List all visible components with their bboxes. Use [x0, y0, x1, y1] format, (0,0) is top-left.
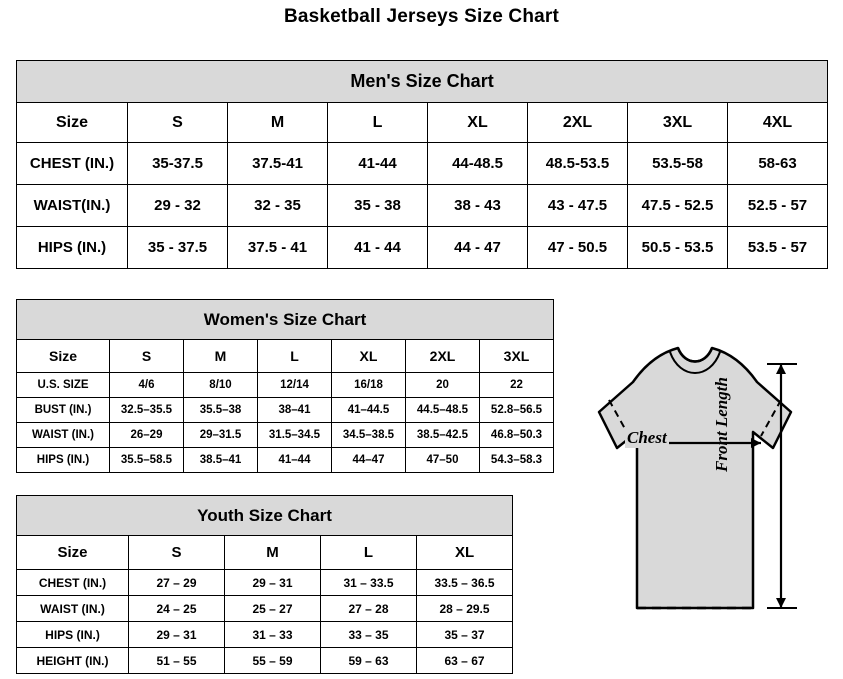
cell: 43 - 47.5: [528, 185, 628, 227]
row-label: BUST (IN.): [17, 398, 110, 423]
womens-col-2xl: 2XL: [406, 340, 480, 373]
cell: 38–41: [258, 398, 332, 423]
table-row: [17, 622, 513, 648]
table-row: [17, 373, 554, 398]
row-label: HIPS (IN.): [17, 448, 110, 473]
cell: 25 – 27: [225, 596, 321, 622]
mens-col-3xl: 3XL: [628, 103, 728, 143]
cell: 4/6: [110, 373, 184, 398]
cell: 33 – 35: [321, 622, 417, 648]
cell: 29 - 32: [128, 185, 228, 227]
table-row: [17, 423, 554, 448]
cell: 54.3–58.3: [480, 448, 554, 473]
cell: 44 - 47: [428, 227, 528, 269]
cell: 58-63: [728, 143, 828, 185]
mens-chart-band: Men's Size Chart: [17, 61, 828, 103]
womens-col-l: L: [258, 340, 332, 373]
cell: 50.5 - 53.5: [628, 227, 728, 269]
cell: 22: [480, 373, 554, 398]
cell: 48.5-53.5: [528, 143, 628, 185]
youth-col-l: L: [321, 536, 417, 570]
cell: 26–29: [110, 423, 184, 448]
front-length-arrow-top: [776, 364, 786, 374]
row-label: CHEST (IN.): [17, 143, 128, 185]
cell: 63 – 67: [417, 648, 513, 674]
cell: 33.5 – 36.5: [417, 570, 513, 596]
cell: 29 – 31: [225, 570, 321, 596]
jersey-illustration-svg: [545, 340, 835, 670]
cell: 52.5 - 57: [728, 185, 828, 227]
cell: 41 - 44: [328, 227, 428, 269]
cell: 55 – 59: [225, 648, 321, 674]
cell: 32 - 35: [228, 185, 328, 227]
womens-size-chart-table: [16, 299, 554, 473]
jersey-measurement-diagram: [545, 340, 835, 670]
table-row: [17, 596, 513, 622]
cell: 51 – 55: [129, 648, 225, 674]
cell: 32.5–35.5: [110, 398, 184, 423]
row-label: CHEST (IN.): [17, 570, 129, 596]
cell: 12/14: [258, 373, 332, 398]
cell: 59 – 63: [321, 648, 417, 674]
youth-col-xl: XL: [417, 536, 513, 570]
mens-col-2xl: 2XL: [528, 103, 628, 143]
mens-col-4xl: 4XL: [728, 103, 828, 143]
table-row: [17, 448, 554, 473]
cell: 28 – 29.5: [417, 596, 513, 622]
chest-measure-label: Chest: [627, 428, 667, 447]
jersey-body-shape: [599, 348, 791, 608]
cell: 41-44: [328, 143, 428, 185]
row-label: WAIST (IN.): [17, 596, 129, 622]
cell: 20: [406, 373, 480, 398]
mens-col-size: Size: [17, 103, 128, 143]
cell: 44–47: [332, 448, 406, 473]
cell: 29–31.5: [184, 423, 258, 448]
row-label: WAIST (IN.): [17, 423, 110, 448]
womens-col-m: M: [184, 340, 258, 373]
table-row: [17, 648, 513, 674]
row-label: HIPS (IN.): [17, 227, 128, 269]
youth-col-size: Size: [17, 536, 129, 570]
cell: 29 – 31: [129, 622, 225, 648]
cell: 41–44: [258, 448, 332, 473]
cell: 35 – 37: [417, 622, 513, 648]
womens-col-size: Size: [17, 340, 110, 373]
cell: 38 - 43: [428, 185, 528, 227]
cell: 35 - 37.5: [128, 227, 228, 269]
cell: 31.5–34.5: [258, 423, 332, 448]
cell: 38.5–41: [184, 448, 258, 473]
womens-col-3xl: 3XL: [480, 340, 554, 373]
table-row: [17, 143, 828, 185]
womens-col-s: S: [110, 340, 184, 373]
cell: 47 - 50.5: [528, 227, 628, 269]
front-length-measure-label: Front Length: [712, 377, 731, 472]
mens-col-xl: XL: [428, 103, 528, 143]
cell: 35-37.5: [128, 143, 228, 185]
front-length-arrow-bottom: [776, 598, 786, 608]
cell: 53.5 - 57: [728, 227, 828, 269]
youth-col-s: S: [129, 536, 225, 570]
mens-col-l: L: [328, 103, 428, 143]
cell: 31 – 33.5: [321, 570, 417, 596]
cell: 44-48.5: [428, 143, 528, 185]
youth-size-chart-table: [16, 495, 513, 674]
chest-arrow-right: [751, 438, 761, 448]
mens-size-chart-table: [16, 60, 828, 269]
row-label: U.S. SIZE: [17, 373, 110, 398]
cell: 41–44.5: [332, 398, 406, 423]
cell: 38.5–42.5: [406, 423, 480, 448]
cell: 35.5–58.5: [110, 448, 184, 473]
cell: 16/18: [332, 373, 406, 398]
row-label: WAIST(IN.): [17, 185, 128, 227]
cell: 37.5 - 41: [228, 227, 328, 269]
cell: 27 – 28: [321, 596, 417, 622]
cell: 35.5–38: [184, 398, 258, 423]
cell: 24 – 25: [129, 596, 225, 622]
youth-chart-band: Youth Size Chart: [17, 496, 513, 536]
cell: 53.5-58: [628, 143, 728, 185]
womens-col-xl: XL: [332, 340, 406, 373]
cell: 44.5–48.5: [406, 398, 480, 423]
cell: 34.5–38.5: [332, 423, 406, 448]
row-label: HEIGHT (IN.): [17, 648, 129, 674]
youth-col-m: M: [225, 536, 321, 570]
row-label: HIPS (IN.): [17, 622, 129, 648]
cell: 46.8–50.3: [480, 423, 554, 448]
mens-col-m: M: [228, 103, 328, 143]
cell: 47–50: [406, 448, 480, 473]
table-row: [17, 398, 554, 423]
cell: 35 - 38: [328, 185, 428, 227]
cell: 37.5-41: [228, 143, 328, 185]
cell: 52.8–56.5: [480, 398, 554, 423]
cell: 27 – 29: [129, 570, 225, 596]
table-row: [17, 185, 828, 227]
cell: 47.5 - 52.5: [628, 185, 728, 227]
mens-col-s: S: [128, 103, 228, 143]
table-row: [17, 227, 828, 269]
womens-chart-band: Women's Size Chart: [17, 300, 554, 340]
cell: 8/10: [184, 373, 258, 398]
cell: 31 – 33: [225, 622, 321, 648]
page-title: Basketball Jerseys Size Chart: [283, 6, 560, 27]
table-row: [17, 570, 513, 596]
